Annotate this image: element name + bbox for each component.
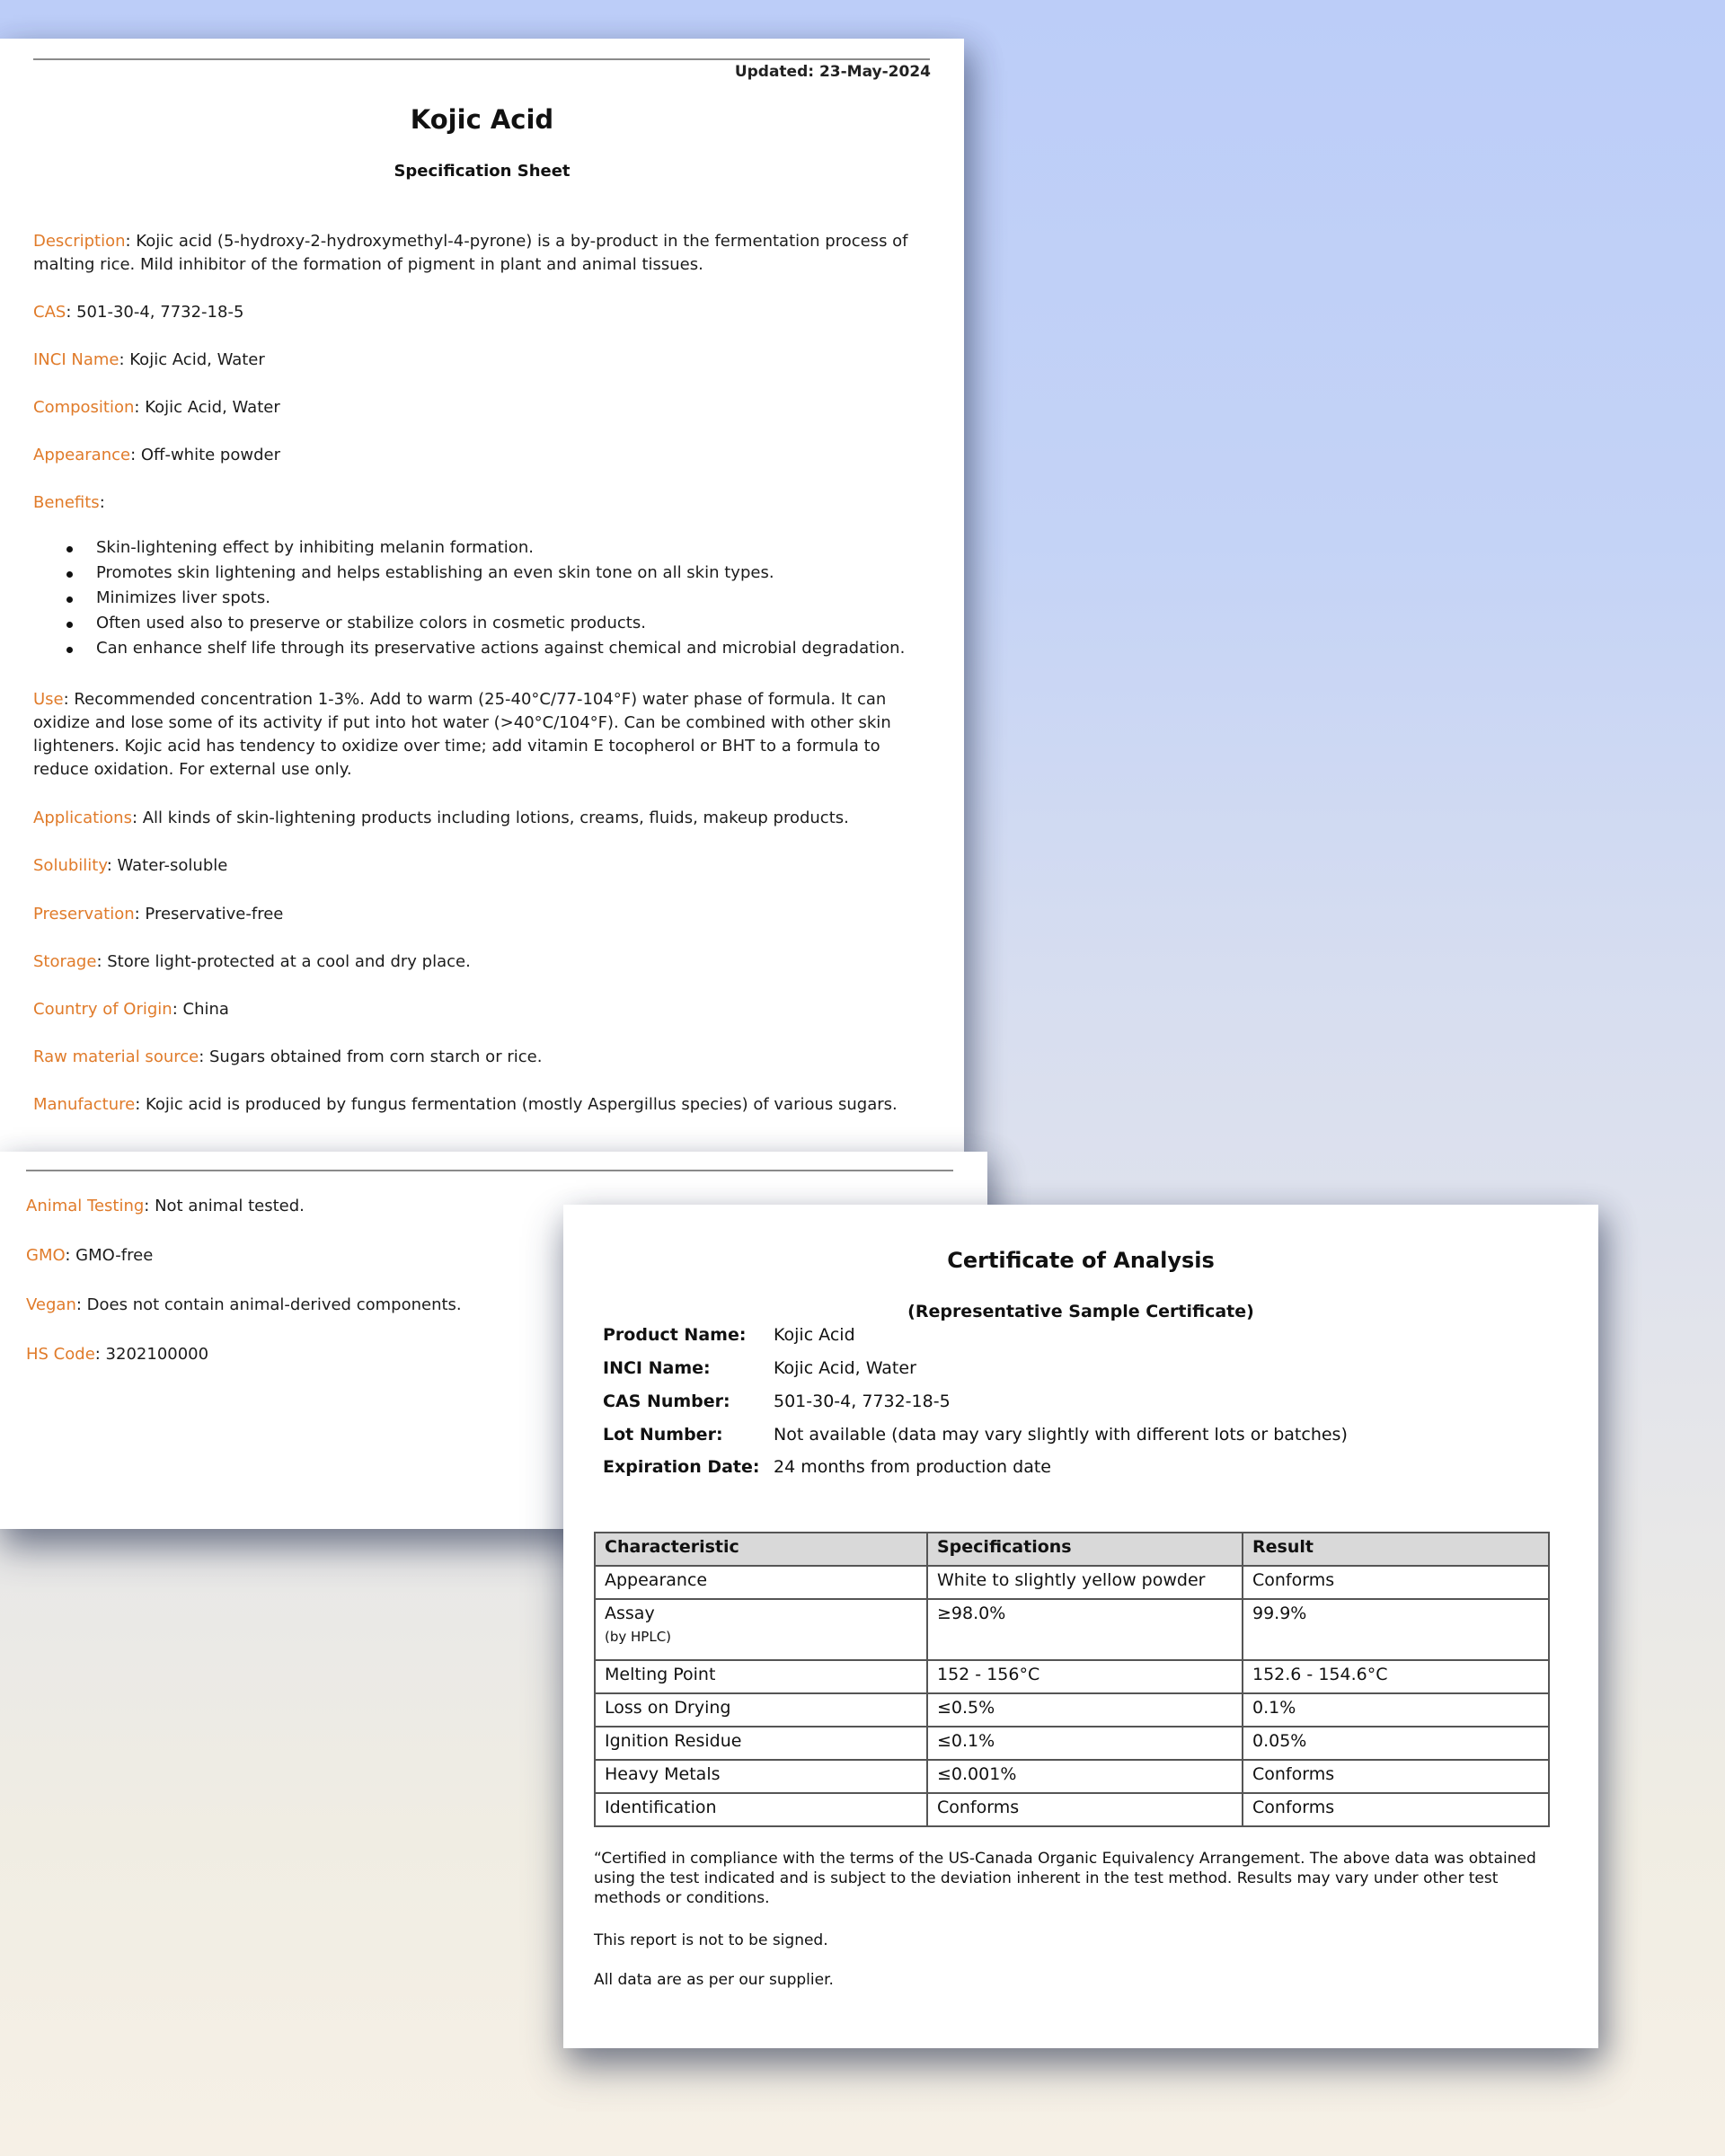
field-value: : Recommended concentration 1-3%. Add to warm (25-40°C/77-104°F) water phase of formula. It can oxidize and lose some of its activity if put into hot water (>40°C/104°F). Can be combined with other skin lighteners. Kojic acid has tendency to oxidize over time; add vitamin E tocopherol or BHT to a formula to reduce oxidation. For external use only. xyxy=(33,690,891,779)
field-label: Appearance xyxy=(33,446,131,464)
field-preservation xyxy=(33,903,915,926)
column-header-characteristic: Characteristic xyxy=(595,1533,927,1566)
document-title: Kojic Acid xyxy=(410,104,554,135)
bullet-icon xyxy=(66,571,73,578)
supplier-note: All data are as per our supplier. xyxy=(594,1971,834,1989)
field-appearance xyxy=(33,444,915,467)
benefit-item: Minimizes liver spots. xyxy=(33,586,928,611)
info-value: 24 months from production date xyxy=(774,1457,1051,1477)
field-label: Preservation xyxy=(33,905,135,923)
info-value: 501-30-4, 7732-18-5 xyxy=(774,1392,951,1411)
field-label: INCI Name xyxy=(33,350,119,369)
analysis-table xyxy=(594,1532,1550,1827)
info-key: Lot Number: xyxy=(603,1425,723,1445)
field-benefits xyxy=(33,491,915,515)
field-label: Vegan xyxy=(26,1295,76,1314)
cell-result: 99.9% xyxy=(1243,1599,1549,1660)
field-composition xyxy=(33,396,915,420)
cell-specification: 152 - 156°C xyxy=(927,1660,1243,1693)
field-value: : Store light-protected at a cool and dry place. xyxy=(96,952,471,971)
field-value: : China xyxy=(172,1000,229,1019)
field-value: : 3202100000 xyxy=(94,1345,209,1364)
field-label: Storage xyxy=(33,952,97,971)
field-label: Composition xyxy=(33,398,135,417)
field-label: Applications xyxy=(33,808,132,827)
field-value: : Kojic acid is produced by fungus fermentation (mostly Aspergillus species) of various sugars. xyxy=(135,1095,898,1114)
field-cas xyxy=(33,301,915,324)
header-rule xyxy=(33,58,930,60)
column-header-specifications: Specifications xyxy=(927,1533,1243,1566)
field-label: Use xyxy=(33,690,64,709)
cell-result: Conforms xyxy=(1243,1566,1549,1599)
cell-result: Conforms xyxy=(1243,1760,1549,1793)
coa-title: Certificate of Analysis xyxy=(947,1248,1215,1273)
field-value: : Water-soluble xyxy=(106,856,228,875)
table-row xyxy=(595,1660,1549,1693)
cell-characteristic: Melting Point xyxy=(595,1660,927,1693)
bullet-icon xyxy=(66,647,73,653)
field-label: Description xyxy=(33,232,126,251)
field-country-of-origin xyxy=(33,998,915,1021)
info-key: Product Name: xyxy=(603,1325,747,1345)
field-label: HS Code xyxy=(26,1345,95,1364)
info-value: Kojic Acid xyxy=(774,1325,855,1345)
coa-subtitle: (Representative Sample Certificate) xyxy=(907,1302,1254,1321)
field-manufacture xyxy=(33,1093,915,1117)
cell-characteristic: Identification xyxy=(595,1793,927,1826)
field-label: Solubility xyxy=(33,856,107,875)
characteristic-method: (by HPLC) xyxy=(605,1629,672,1645)
cell-result: Conforms xyxy=(1243,1793,1549,1826)
bullet-icon xyxy=(66,546,73,552)
field-value: : Kojic Acid, Water xyxy=(134,398,280,417)
field-raw-material-source xyxy=(33,1046,915,1069)
table-row xyxy=(595,1599,1549,1660)
benefit-item: Often used also to preserve or stabilize colors in cosmetic products. xyxy=(33,611,928,636)
info-key: Expiration Date: xyxy=(603,1457,760,1477)
info-key: CAS Number: xyxy=(603,1392,730,1411)
cell-characteristic: Ignition Residue xyxy=(595,1727,927,1760)
cell-characteristic: Heavy Metals xyxy=(595,1760,927,1793)
field-value: : xyxy=(99,493,105,512)
info-value: Kojic Acid, Water xyxy=(774,1358,916,1378)
characteristic-name: Assay xyxy=(605,1604,655,1623)
field-value: : Sugars obtained from corn starch or rice. xyxy=(199,1047,543,1066)
document-subtitle: Specification Sheet xyxy=(394,162,571,181)
table-row xyxy=(595,1760,1549,1793)
field-value: : GMO-free xyxy=(65,1246,154,1265)
benefit-item: Promotes skin lightening and helps establishing an even skin tone on all skin types. xyxy=(33,561,928,586)
field-label: Manufacture xyxy=(33,1095,136,1114)
info-value: Not available (data may vary slightly with different lots or batches) xyxy=(774,1425,1348,1445)
table-row xyxy=(595,1693,1549,1727)
cell-result: 0.05% xyxy=(1243,1727,1549,1760)
benefit-item: Can enhance shelf life through its preservative actions against chemical and microbial degradation. xyxy=(33,636,928,661)
field-label: CAS xyxy=(33,303,66,322)
table-row xyxy=(595,1727,1549,1760)
table-header-row xyxy=(595,1533,1549,1566)
field-value: : Kojic acid (5-hydroxy-2-hydroxymethyl-4-pyrone) is a by-product in the fermentation process of malting rice. Mild inhibitor of the formation of pigment in plant and animal tissues. xyxy=(33,232,908,274)
spec-sheet-page-1 xyxy=(0,39,964,1153)
field-description xyxy=(33,230,915,277)
cell-specification: ≤0.001% xyxy=(927,1760,1243,1793)
field-value: : Preservative-free xyxy=(134,905,284,923)
field-label: GMO xyxy=(26,1246,66,1265)
field-applications xyxy=(33,807,915,830)
cell-characteristic: Loss on Drying xyxy=(595,1693,927,1727)
certification-note: “Certified in compliance with the terms of the US-Canada Organic Equivalency Arrangement. The above data was obtained using the test indicated and is subject to the deviation inherent in the test method. Results may vary under other test methods or conditions. xyxy=(594,1850,1536,1907)
field-value: : Off-white powder xyxy=(130,446,280,464)
field-value: : Does not contain animal-derived components. xyxy=(75,1295,462,1314)
field-value: : All kinds of skin-lightening products including lotions, creams, fluids, makeup products. xyxy=(131,808,849,827)
field-label: Country of Origin xyxy=(33,1000,172,1019)
certificate-of-analysis-page xyxy=(563,1205,1598,2048)
cell-result: 0.1% xyxy=(1243,1693,1549,1727)
cell-specification: ≤0.5% xyxy=(927,1693,1243,1727)
field-inci-name xyxy=(33,349,915,372)
field-value: : 501-30-4, 7732-18-5 xyxy=(66,303,244,322)
header-rule xyxy=(26,1170,953,1171)
field-use xyxy=(33,688,915,782)
field-value: : Kojic Acid, Water xyxy=(119,350,265,369)
field-solubility xyxy=(33,854,915,878)
bullet-icon xyxy=(66,596,73,603)
cell-result: 152.6 - 154.6°C xyxy=(1243,1660,1549,1693)
field-label: Animal Testing xyxy=(26,1197,145,1215)
cell-specification: Conforms xyxy=(927,1793,1243,1826)
benefits-list xyxy=(33,535,928,661)
cell-specification: White to slightly yellow powder xyxy=(927,1566,1243,1599)
cell-specification: ≥98.0% xyxy=(927,1599,1243,1660)
table-row xyxy=(595,1566,1549,1599)
column-header-result: Result xyxy=(1243,1533,1549,1566)
info-key: INCI Name: xyxy=(603,1358,711,1378)
cell-specification: ≤0.1% xyxy=(927,1727,1243,1760)
cell-characteristic: Appearance xyxy=(595,1566,927,1599)
field-value: : Not animal tested. xyxy=(144,1197,305,1215)
cell-characteristic xyxy=(595,1599,927,1660)
field-label: Raw material source xyxy=(33,1047,199,1066)
table-row xyxy=(595,1793,1549,1826)
field-storage xyxy=(33,950,915,974)
not-signed-note: This report is not to be signed. xyxy=(594,1931,828,1949)
benefit-item: Skin-lightening effect by inhibiting melanin formation. xyxy=(33,535,928,561)
field-label: Benefits xyxy=(33,493,100,512)
updated-date: Updated: 23-May-2024 xyxy=(734,63,931,81)
bullet-icon xyxy=(66,622,73,628)
